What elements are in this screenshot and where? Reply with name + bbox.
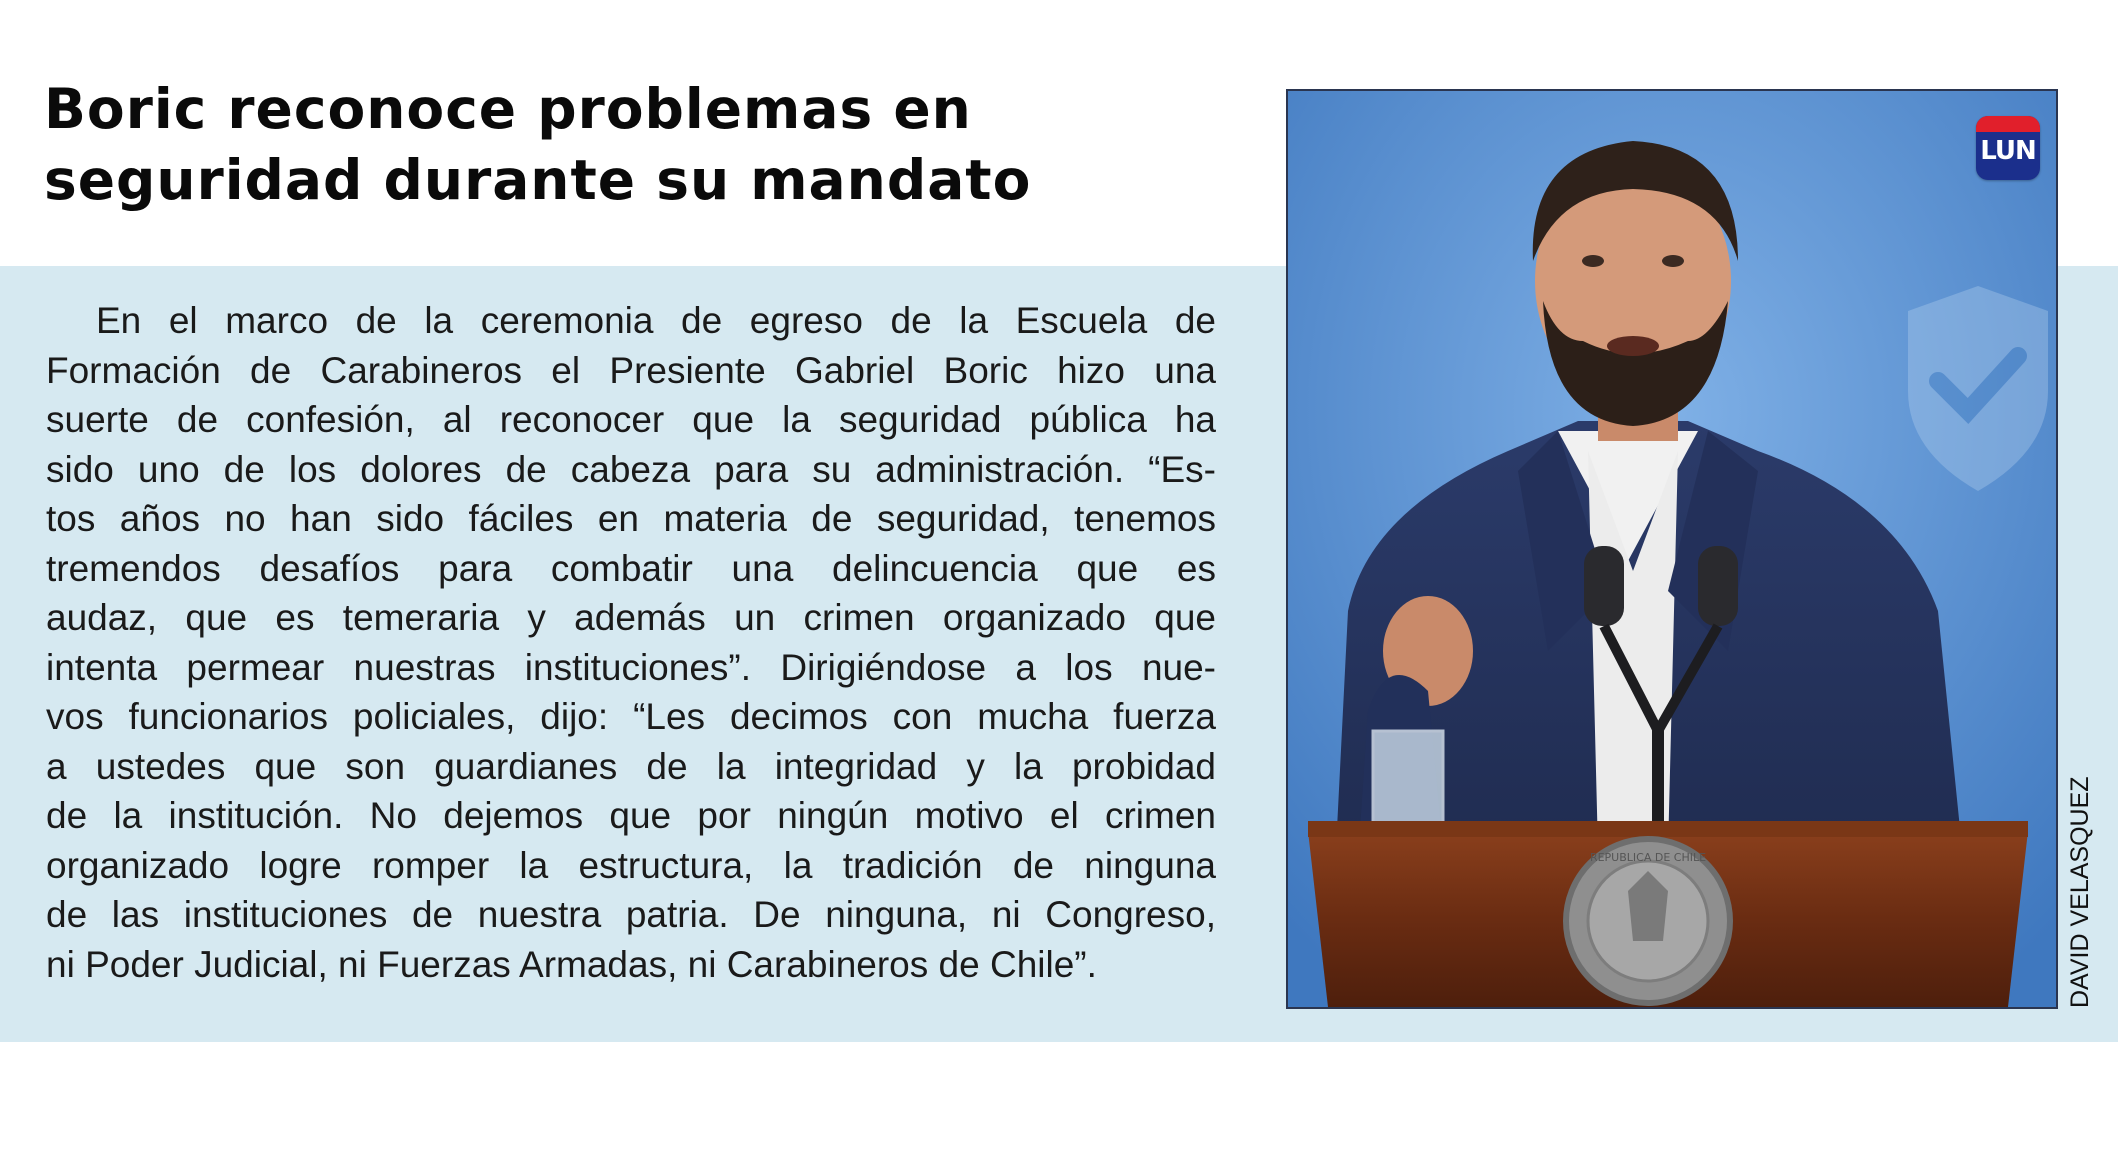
chile-seal-emblem (1566, 839, 1730, 1003)
body-line: de la institución. No dejemos que por ningún motivo el crimen (46, 795, 1216, 836)
body-line: suerte de confesión, al reconocer que la seguridad pública ha (46, 399, 1216, 440)
article-photo (1286, 89, 2058, 1009)
photo-credit: DAVID VELASQUEZ (2066, 776, 2094, 1008)
body-line: tremendos desafíos para combatir una delincuencia que es (46, 547, 1216, 589)
body-line: tos años no han sido fáciles en materia de seguridad, tenemos (46, 498, 1216, 539)
body-line: sido uno de los dolores de cabeza para su administración. “Es- (46, 448, 1216, 490)
body-line: de las instituciones de nuestra patria. De ninguna, ni Congreso, (46, 894, 1216, 935)
body-line: Formación de Carabineros el Presiente Gabriel Boric hizo una (46, 349, 1216, 391)
article-body (46, 296, 1216, 989)
article-headline (44, 74, 1264, 216)
logo-red-stripe (1976, 116, 2040, 132)
body-line: audaz, que es temeraria y además un crimen organizado que (46, 597, 1216, 638)
body-line: ni Poder Judicial, ni Fuerzas Armadas, ni Carabineros de Chile”. (46, 943, 1097, 985)
body-line: organizado logre romper la estructura, la tradición de ninguna (46, 844, 1216, 886)
logo-text: LUN (1980, 136, 2036, 166)
seal-text: REPUBLICA DE CHILE (1589, 851, 1707, 864)
body-line: En el marco de la ceremonia de egreso de la Escuela de (96, 300, 1216, 341)
body-line: a ustedes que son guardianes de la integridad y la probidad (46, 745, 1216, 787)
body-line: vos funcionarios policiales, dijo: “Les decimos con mucha fuerza (46, 696, 1216, 737)
photo-illustration (1288, 91, 2056, 1007)
body-line: intenta permear nuestras instituciones”. Dirigiéndose a los nue- (46, 646, 1216, 688)
headline-line: Boric reconoce problemas en (44, 77, 972, 141)
headline-line: seguridad durante su mandato (44, 148, 1032, 212)
lun-logo (1976, 116, 2040, 180)
